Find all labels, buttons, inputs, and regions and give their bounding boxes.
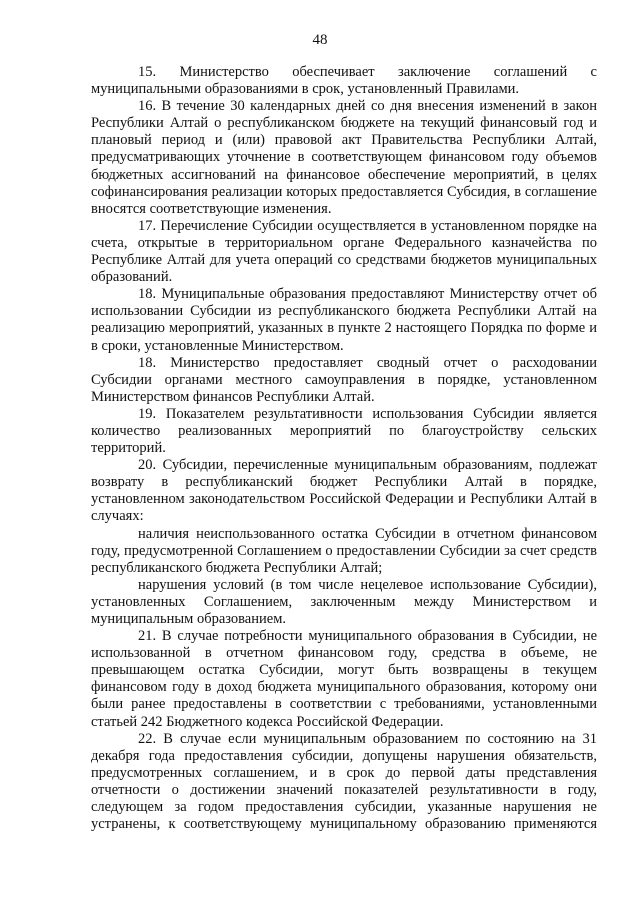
paragraph-21: 21. В случае потребности муниципального образования в Субсидии, не использованной в отчетном финансовом году, средства в объеме, не превышающем остатка Субсидии, могут быть возвращены в текущем финансовом году в доход бюджета муниципального образования, которому они были ранее предоставлены в соответствии с требованиями, установленными статьей 242 Бюджетного кодекса Российской Федерации.	[91, 628, 597, 730]
paragraph-15: 15. Министерство обеспечивает заключение соглашений с муниципальными образованиями в срок, установленный Правилами.	[91, 64, 597, 98]
page-number: 48	[312, 32, 328, 48]
paragraph-17: 17. Перечисление Субсидии осуществляется в установленном порядке на счета, открытые в территориальном органе Федерального казначейства по Республике Алтай для учета операций со средствами бюджетов муниципальных образований.	[91, 217, 597, 286]
paragraph-16: 16. В течение 30 календарных дней со дня внесения изменений в закон Республики Алтай о республиканском бюджете на текущий финансовый год и плановый период и (или) правовой акт Правительства Республики Алтай, предусматривающих уточнение в соответствующем финансовом году объемов бюджетных ассигнований на финансовое обеспечение мероприятий, в целях софинансирования реализации которых предоставляется Субсидия, в соглашение вносятся соответствующие изменения.	[91, 98, 597, 217]
paragraph-20-case-1: наличия неиспользованного остатка Субсидии в отчетном финансовом году, предусмотренной Соглашением о предоставлении Субсидии за счет средств республиканского бюджета Республики Алтай;	[91, 525, 597, 576]
paragraph-18-summary: 18. Министерство предоставляет сводный отчет о расходовании Субсидии органами местного самоуправления в порядке, установленном Министерством финансов Республики Алтай.	[91, 354, 597, 405]
paragraph-20: 20. Субсидии, перечисленные муниципальным образованиям, подлежат возврату в республиканский бюджет Республики Алтай в порядке, установленном законодательством Российской Федерации и Республики Алтай в случаях:	[91, 457, 597, 525]
paragraph-20-case-2: нарушения условий (в том числе нецелевое использование Субсидии), установленных Соглашением, заключенным между Министерством и муниципальным образованием.	[91, 576, 597, 627]
paragraph-22: 22. В случае если муниципальным образованием по состоянию на 31 декабря года предоставления субсидии, допущены нарушения обязательств, предусмотренных соглашением, и в срок до первой даты представления отчетности о достижении значений показателей результативности в году, следующем за годом предоставления субсидии, указанные нарушения не устранены, к соответствующему муниципальному образованию применяются	[91, 730, 597, 833]
paragraph-18-reports: 18. Муниципальные образования предоставляют Министерству отчет об использовании Субсидии из республиканского бюджета Республики Алтай на реализацию мероприятий, указанных в пункте 2 настоящего Порядка по форме и в сроки, установленные Министерством.	[91, 286, 597, 354]
document-body	[91, 64, 597, 833]
paragraph-19: 19. Показателем результативности использования Субсидии является количество реализованных мероприятий по благоустройству сельских территорий.	[91, 405, 597, 457]
